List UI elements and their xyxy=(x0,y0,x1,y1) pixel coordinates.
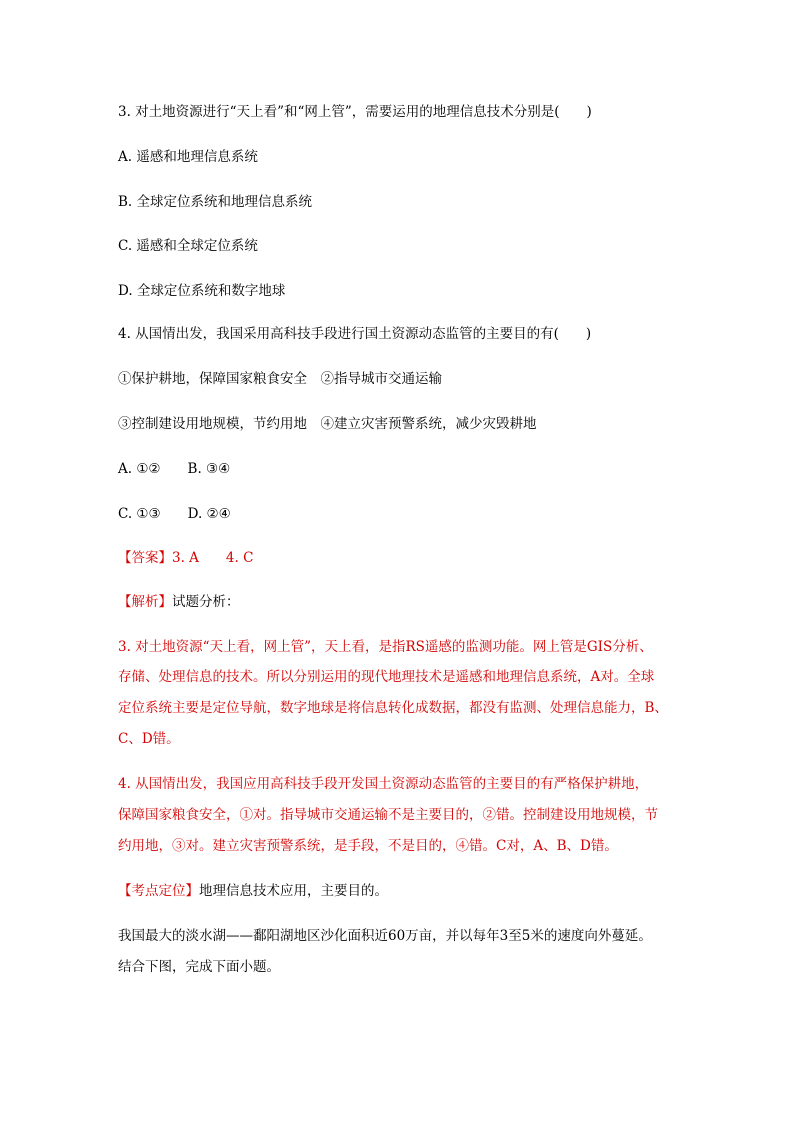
kaodian-line xyxy=(118,883,388,899)
analysis-q4-line-3: 约用地，③对。建立灾害预警系统，是手段，不是目的，④错。C对，A、B、D错。 xyxy=(118,838,618,854)
analysis-text: 试题分析： xyxy=(172,594,240,610)
q4-options-ab: A. ①② B. ③④ xyxy=(118,461,231,477)
analysis-q3-line-1: 3. 对土地资源“天上看，网上管”，天上看，是指RS遥感的监测功能。网上管是GIS分析、 xyxy=(118,639,653,655)
kaodian-text: 地理信息技术应用，主要目的。 xyxy=(199,883,388,899)
analysis-q3-line-3: 定位系统主要是定位导航，数字地球是将信息转化成数据，都没有监测、处理信息能力，B、 xyxy=(118,700,668,716)
q4-stem: 4. 从国情出发，我国采用高科技手段进行国土资源动态监管的主要目的有( ) xyxy=(118,326,592,342)
answer-line xyxy=(118,550,253,566)
q4-options-cd: C. ①③ D. ②④ xyxy=(118,506,231,522)
analysis-q3-line-4: C、D错。 xyxy=(118,731,180,747)
q4-item-line-1: ①保护耕地，保障国家粮食安全 ②指导城市交通运输 xyxy=(118,371,442,387)
intro-line-2: 结合下图，完成下面小题。 xyxy=(118,959,280,975)
q4-item-line-2: ③控制建设用地规模，节约用地 ④建立灾害预警系统，减少灾毁耕地 xyxy=(118,416,537,432)
q3-stem: 3. 对土地资源进行“天上看”和“网上管”，需要运用的地理信息技术分别是( ) xyxy=(118,104,592,120)
kaodian-tag: 【考点定位】 xyxy=(118,883,199,899)
q3-option-d: D. 全球定位系统和数字地球 xyxy=(118,283,286,299)
analysis-q4-line-1: 4. 从国情出发，我国应用高科技手段开发国土资源动态监管的主要目的有严格保护耕地， xyxy=(118,776,649,792)
q3-option-a: A. 遥感和地理信息系统 xyxy=(118,149,258,165)
intro-line-1: 我国最大的淡水湖——鄱阳湖地区沙化面积近60万亩，并以每年3至5米的速度向外蔓延。 xyxy=(118,928,652,944)
analysis-q3-line-2: 存储、处理信息的技术。所以分别运用的现代地理技术是遥感和地理信息系统，A对。全球 xyxy=(118,669,655,685)
q3-option-b: B. 全球定位系统和地理信息系统 xyxy=(118,194,313,210)
answer-tag: 【答案】 xyxy=(118,550,172,566)
analysis-tag: 【解析】 xyxy=(118,594,172,610)
analysis-q4-line-2: 保障国家粮食安全，①对。指导城市交通运输不是主要目的，②错。控制建设用地规模，节 xyxy=(118,807,658,823)
q3-option-c: C. 遥感和全球定位系统 xyxy=(118,238,258,254)
answer-text: 3. A 4. C xyxy=(172,550,254,566)
analysis-line xyxy=(118,594,240,610)
